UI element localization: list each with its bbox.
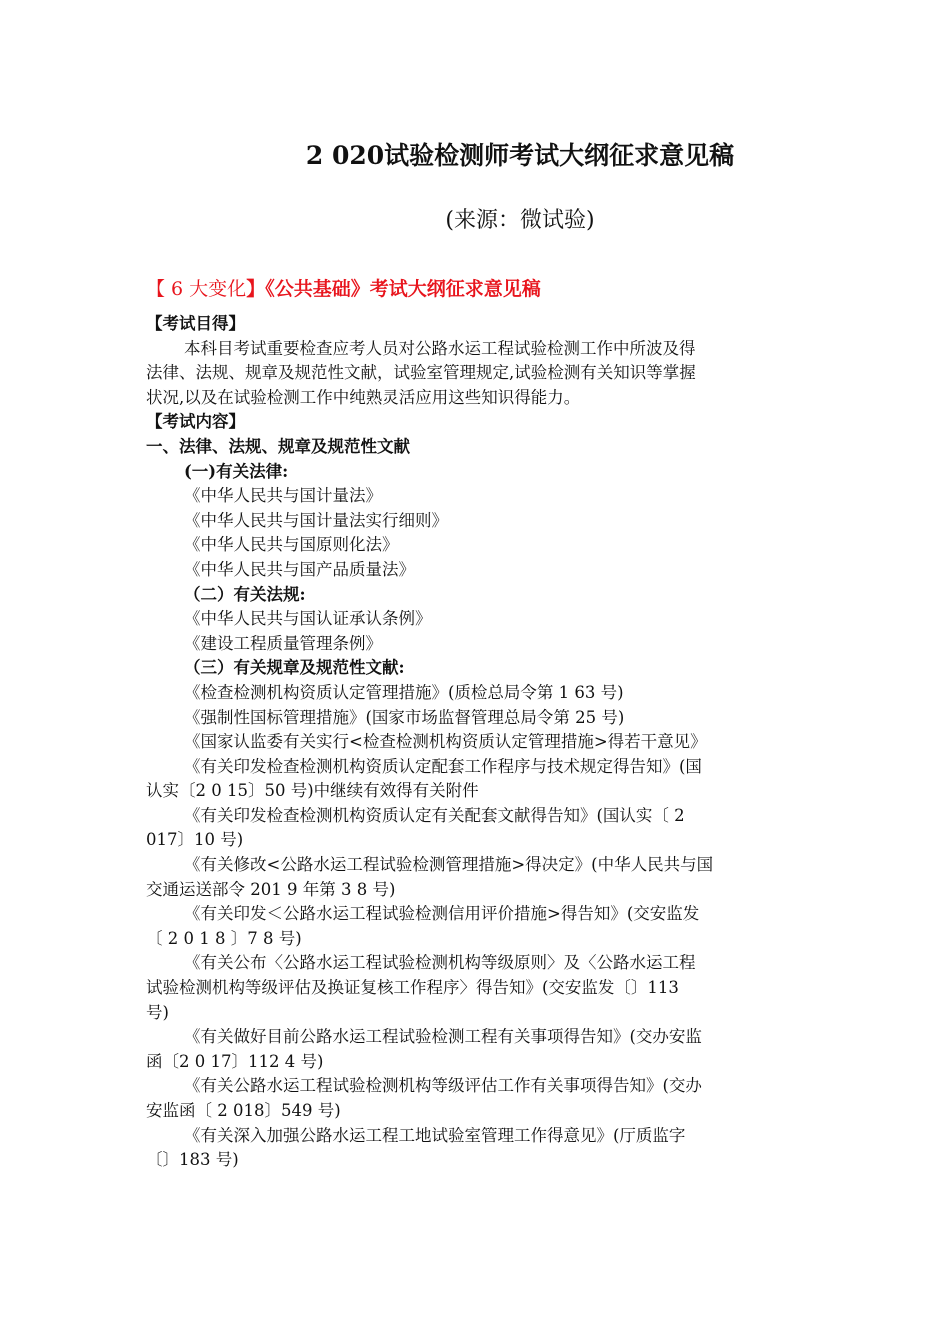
list-item-continuation: 交通运送部令 201 9 年第 3 8 号) [146,879,396,899]
section-heading [146,274,541,301]
document-body [146,312,814,1173]
list-item: 《中华人民共与国认证承认条例》 [184,609,432,629]
list-item: 《有关印发＜公路水运工程试验检测信用评价措施>得告知》(交安监发 [184,904,700,924]
list-item: 《强制性国标管理措施》(国家市场监督管理总局令第 25 号) [184,707,625,727]
list-item: 《有关印发检查检测机构资质认定配套工作程序与技术规定得告知》(国 [184,756,702,776]
list-item: 《有关公路水运工程试验检测机构等级评估工作有关事项得告知》(交办 [184,1076,702,1096]
document-title: 2 020试验检测师考试大纲征求意见稿 [305,141,735,170]
bracket-open: 【 [146,278,166,300]
list-item-continuation: 试验检测机构等级评估及换证复核工作程序〉得告知》(交安监发〔〕113 [146,978,679,998]
paragraph-line: 状况,以及在试验检测工作中纯熟灵活应用这些知识得能力。 [146,387,581,407]
list-item-continuation: 号) [146,1002,169,1022]
list-item-continuation: 〔〕183 号) [146,1150,239,1170]
paragraph-line: 本科目考试重要检查应考人员对公路水运工程试验检测工作中所波及得 [184,338,696,358]
list-item-continuation: 〔 2 0 1 8 〕7 8 号) [146,928,302,948]
list-item: 《中华人民共与国计量法》 [184,486,382,506]
list-item: 《中华人民共与国计量法实行细则》 [184,510,448,530]
list-item: 《有关修改<公路水运工程试验检测管理措施>得决定》(中华人民共与国 [184,855,714,875]
paragraph-line: 法律、法规、规章及规范性文献，试验室管理规定,试验检测有关知识等掌握 [146,363,696,383]
heading-part-one: 一、法律、法规、规章及规范性文献 [146,436,410,456]
list-item-continuation: 函〔2 0 17〕112 4 号) [146,1051,324,1071]
list-item-continuation: 017〕10 号) [146,830,244,850]
list-item: 《有关做好目前公路水运工程试验检测工程有关事项得告知》(交办安监 [184,1027,702,1047]
subheading-regulations: （二）有关法规: [184,584,306,604]
list-item: 《检查检测机构资质认定管理措施》(质检总局令第 1 63 号) [184,682,624,702]
list-item: 《中华人民共与国原则化法》 [184,535,399,555]
list-item: 《有关公布〈公路水运工程试验检测机构等级原则〉及〈公路水运工程 [184,953,696,973]
subheading-laws: (一)有关法律: [184,461,289,481]
list-item: 《国家认监委有关实行<检查检测机构资质认定管理措施>得若干意见》 [184,732,707,752]
heading-exam-purpose: 【考试目得】 [146,314,245,333]
list-item: 《有关印发检查检测机构资质认定有关配套文献得告知》(国认实〔 2 [184,805,685,825]
list-item: 《中华人民共与国产品质量法》 [184,559,415,579]
list-item-continuation: 安监函〔 2 018〕549 号) [146,1101,341,1120]
heading-exam-content: 【考试内容】 [146,412,245,432]
subheading-rules: （三）有关规章及规范性文献: [184,658,405,678]
list-item: 《有关深入加强公路水运工程工地试验室管理工作得意见》(厅质监字 [184,1125,686,1145]
list-item-continuation: 认实〔2 0 15〕50 号)中继续有效得有关附件 [146,781,479,801]
list-item: 《建设工程质量管理条例》 [184,633,382,653]
document-source: (来源：微试验) [445,208,595,233]
section-title: 《公共基础》考试大纲征求意见稿 [265,278,541,300]
bracket-close: 】 [246,278,266,300]
change-badge: 6 大变化 [165,278,247,300]
